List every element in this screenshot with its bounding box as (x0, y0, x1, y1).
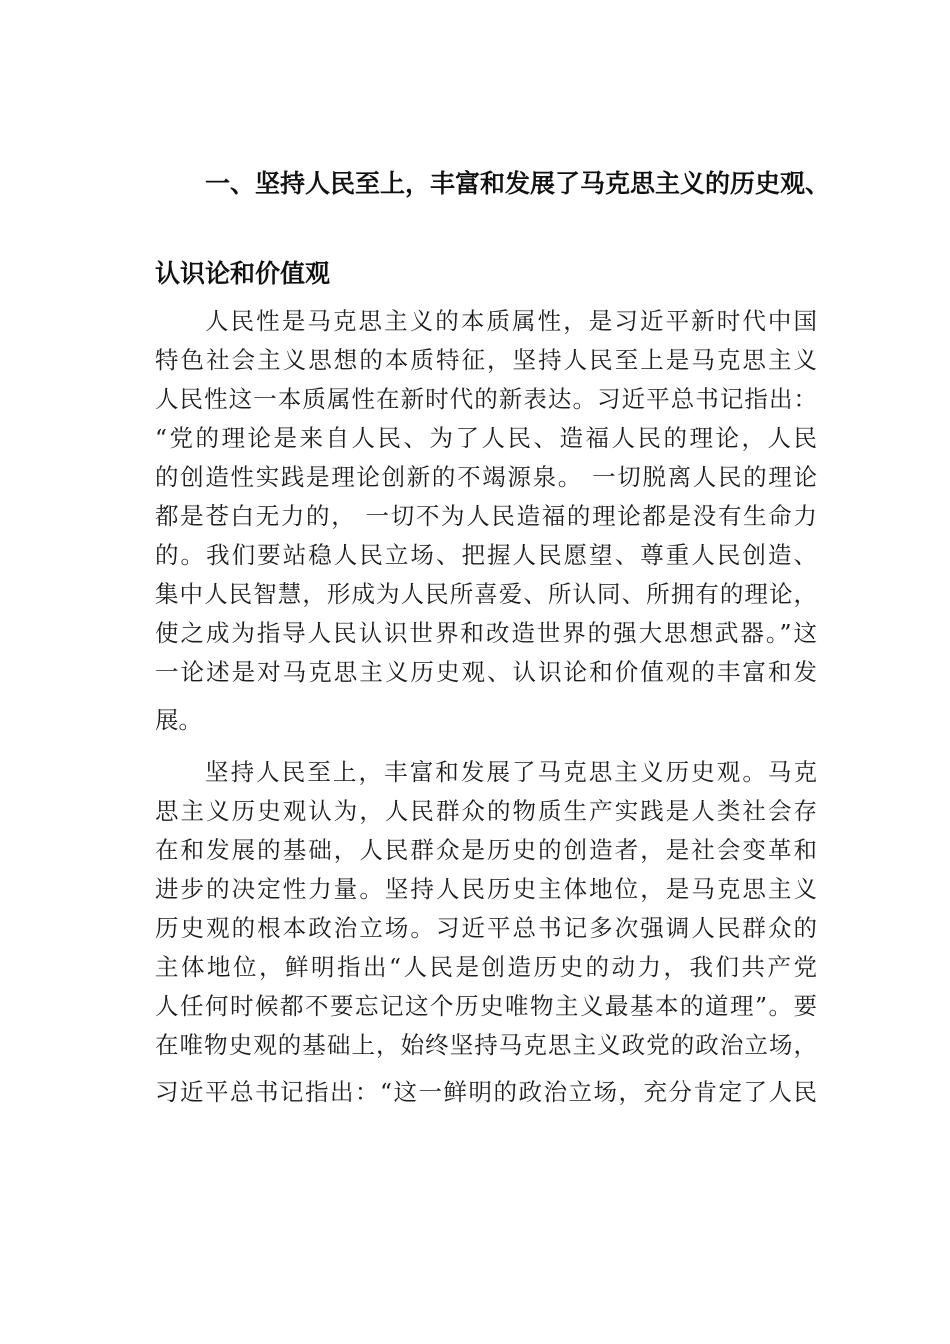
paragraph-1-line: 展。 (155, 706, 202, 734)
paragraph-2-line: 坚持人民至上，丰富和发展了马克思主义历史观。马克 (205, 758, 817, 786)
paragraph-1-line: 的。我们要站稳人民立场、把握人民愿望、尊重人民创造、 (155, 541, 817, 569)
paragraph-1-line: 使之成为指导人民认识世界和改造世界的强大思想武器。”这 (155, 619, 817, 647)
paragraph-1-line: 一论述是对马克思主义历史观、认识论和价值观的丰富和发 (155, 658, 817, 686)
paragraph-2-line: 习近平总书记指出：“这一鲜明的政治立场，充分肯定了人民 (155, 1078, 817, 1106)
paragraph-2-line: 在唯物史观的基础上，始终坚持马克思主义政党的政治立场， (155, 1031, 817, 1059)
paragraph-2-line: 人任何时候都不要忘记这个历史唯物主义最基本的道理”。要 (155, 992, 817, 1020)
paragraph-2-line: 历史观的根本政治立场。习近平总书记多次强调人民群众的 (155, 914, 817, 942)
paragraph-2-line: 思主义历史观认为，人民群众的物质生产实践是人类社会存 (155, 797, 817, 825)
paragraph-1-line: 人民性这一本质属性在新时代的新表达。习近平总书记指出： (155, 385, 817, 413)
paragraph-1-line: 人民性是马克思主义的本质属性，是习近平新时代中国 (205, 307, 817, 335)
paragraph-2-line: 进步的决定性力量。坚持人民历史主体地位，是马克思主义 (155, 875, 817, 903)
paragraph-1-line: 特色社会主义思想的本质特征，坚持人民至上是马克思主义 (155, 346, 817, 374)
paragraph-2-line: 在和发展的基础，人民群众是历史的创造者，是社会变革和 (155, 836, 817, 864)
paragraph-1-line: “党的理论是来自人民、为了人民、造福人民的理论，人民 (155, 424, 817, 452)
paragraph-1-line: 都是苍白无力的， 一切不为人民造福的理论都是没有生命力 (155, 502, 817, 530)
section-heading-line-2: 认识论和价值观 (155, 259, 331, 288)
paragraph-1-line: 的创造性实践是理论创新的不竭源泉。 一切脱离人民的理论 (155, 463, 817, 491)
paragraph-1-line: 集中人民智慧，形成为人民所喜爱、所认同、所拥有的理论， (155, 580, 817, 608)
paragraph-2-line: 主体地位，鲜明指出“人民是创造历史的动力，我们共产党 (155, 953, 817, 981)
section-heading-line-1: 一、坚持人民至上，丰富和发展了马克思主义的历史观、 (205, 169, 831, 198)
